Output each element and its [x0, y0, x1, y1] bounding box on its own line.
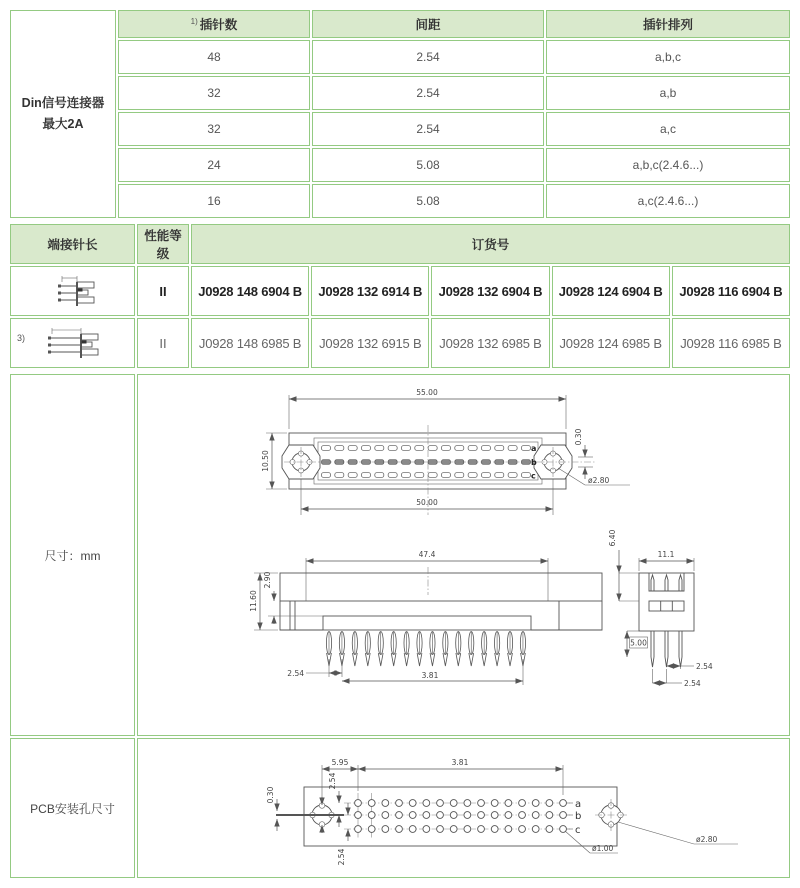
- order-number-table: [8, 222, 792, 370]
- row-label-b: b: [575, 811, 582, 822]
- table-row: [10, 738, 790, 878]
- pin-row: [326, 632, 525, 667]
- dim-label: 2.54: [696, 662, 713, 671]
- footnote-ref-3: 3): [17, 333, 26, 343]
- order-number: J0928 132 6904 B: [431, 266, 549, 316]
- pcb-drawing-cell: [137, 738, 790, 878]
- connector-dimension-drawings: [138, 375, 788, 731]
- row-label-c: c: [575, 825, 581, 836]
- product-family-cell: [10, 10, 116, 218]
- dim-label: 50.00: [416, 498, 438, 507]
- arrangement-value: a,b,c(2.4.6...): [546, 148, 790, 182]
- table-row: [10, 112, 790, 146]
- table-row: [10, 266, 790, 316]
- row-label-b: b: [531, 458, 537, 467]
- pitch-value: 2.54: [312, 112, 544, 146]
- dim-label: 0.30: [574, 428, 583, 446]
- order-number: J0928 116 6985 B: [672, 318, 790, 368]
- table-row: [10, 318, 790, 368]
- table-row: [10, 148, 790, 182]
- table-row: [10, 184, 790, 218]
- side-view-drawing: [249, 550, 602, 685]
- col-header-arrangement: 插针排列: [546, 10, 790, 38]
- arrangement-value: a,b,c: [546, 40, 790, 74]
- row-label-c: c: [531, 471, 536, 481]
- col-header-order: 订货号: [191, 224, 790, 264]
- table-row: [10, 40, 790, 74]
- footnote-ref-1: 1): [190, 16, 198, 26]
- order-number: J0928 124 6904 B: [552, 266, 670, 316]
- pin-spec-table: [8, 8, 792, 220]
- pcb-hole-drawing: [138, 739, 788, 875]
- pcb-section-label: PCB安装孔尺寸: [10, 738, 135, 878]
- dims-drawing-cell: [137, 374, 790, 736]
- dim-label: 47.4: [418, 550, 436, 559]
- end-view-drawing: [608, 529, 713, 688]
- pitch-value: 5.08: [312, 184, 544, 218]
- dim-label: ø2.80: [588, 476, 610, 485]
- pin-length-diagram-icon: [42, 326, 104, 360]
- col-header-pins: $^{1)}$ 插针数: [118, 10, 310, 38]
- dim-label: 11.60: [249, 590, 258, 612]
- arrangement-value: a,c(2.4.6...): [546, 184, 790, 218]
- dim-label: 11.1: [657, 550, 675, 559]
- dim-label: 5.00: [630, 638, 647, 648]
- dim-label: 3.81: [451, 758, 469, 767]
- arrangement-value: a,b: [546, 76, 790, 110]
- drawing-table: [8, 372, 792, 880]
- dim-label: 2.54: [337, 848, 346, 866]
- pins-value: 16: [118, 184, 310, 218]
- product-family-line1: Din信号连接器: [21, 95, 105, 110]
- order-number: J0928 132 6915 B: [311, 318, 429, 368]
- col-header-grade: 性能等级: [137, 224, 189, 264]
- product-family-line2: 最大2A: [42, 117, 84, 131]
- order-number: J0928 148 6985 B: [191, 318, 309, 368]
- order-number: J0928 116 6904 B: [672, 266, 790, 316]
- pins-value: 24: [118, 148, 310, 182]
- col-header-pitch: 间距: [312, 10, 544, 38]
- dim-label: 0.30: [266, 786, 275, 804]
- pin-length-cell: [10, 318, 135, 368]
- pin-length-diagram-icon: [46, 274, 100, 308]
- dim-label: 55.00: [416, 388, 438, 397]
- dim-label: 6.40: [608, 529, 617, 547]
- arrangement-value: a,c: [546, 112, 790, 146]
- dim-label: 2.54: [684, 679, 701, 688]
- grade-value: II: [137, 266, 189, 316]
- order-number: J0928 124 6985 B: [552, 318, 670, 368]
- dim-label: ø1.00: [592, 844, 614, 853]
- order-number: J0928 132 6985 B: [431, 318, 549, 368]
- table-row: [10, 76, 790, 110]
- table-row: [10, 374, 790, 736]
- dims-section-label: 尺寸：mm: [10, 374, 135, 736]
- col-header-pin-length: 端接针长: [10, 224, 135, 264]
- grade-value: II: [137, 318, 189, 368]
- pin-length-cell: [10, 266, 135, 316]
- pitch-value: 2.54: [312, 40, 544, 74]
- pins-value: 48: [118, 40, 310, 74]
- pins-value: 32: [118, 112, 310, 146]
- dim-label: 2.54: [328, 772, 337, 790]
- row-label-a: a: [531, 444, 537, 453]
- order-number: J0928 148 6904 B: [191, 266, 309, 316]
- pins-value: 32: [118, 76, 310, 110]
- dim-label: 2.54: [287, 669, 304, 678]
- pitch-value: 5.08: [312, 148, 544, 182]
- pcb-hole-grid: [355, 800, 567, 833]
- order-number: J0928 132 6914 B: [311, 266, 429, 316]
- pitch-value: 2.54: [312, 76, 544, 110]
- row-label-a: a: [575, 799, 582, 810]
- front-view-drawing: [261, 388, 630, 515]
- dim-label: 5.95: [331, 758, 349, 767]
- dim-label: ø2.80: [696, 835, 718, 844]
- dim-label: 2.90: [263, 571, 272, 589]
- dim-label: 10.50: [261, 450, 270, 472]
- dim-label: 3.81: [421, 671, 439, 680]
- contact-grid: [322, 446, 531, 478]
